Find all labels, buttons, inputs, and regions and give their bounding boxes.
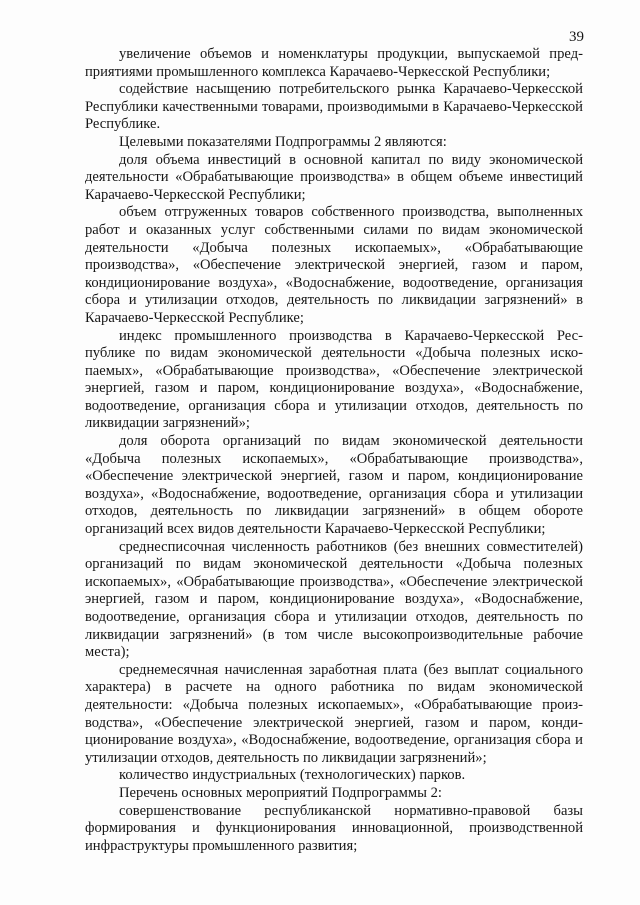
paragraph: доля объема инвестиций в основной капитал по виду экономической деятельности «Обрабатывающие производства» в общем объеме инвестиций Карачаево-Черкесской Республики;	[85, 151, 583, 203]
page-number: 39	[569, 29, 584, 45]
paragraph: увеличение объемов и номенклатуры продукции, выпускаемой предприятиями промышленного комплекса Карачаево-Черкесской Республики;	[85, 46, 583, 80]
document-body	[85, 46, 583, 855]
paragraph: содействие насыщению потребительского рынка Карачаево-Черкесской Республики качественными товарами, производимыми в Карачаево-Черкесской Республике.	[85, 81, 583, 133]
paragraph: доля оборота организаций по видам экономической деятельности «Добыча полезных ископаемых», «Обрабатывающие производства», «Обеспечение электрической энергией, газом и паром, кондиционирование воздуха», «Водоснабжение, водоотведение, организация сбора и утилизации отходов, деятельность по ликвидации загрязнений» в общем обороте организаций всех видов деятельности Карачаево-Черкесской Республики;	[85, 433, 583, 538]
paragraph: Целевыми показателями Подпрограммы 2 являются:	[119, 133, 447, 150]
paragraph: совершенствование республиканской нормативно-правовой базы формирования и функционирования инновационной, производственной инфраструктуры промышленного развития;	[85, 802, 583, 854]
paragraph: среднемесячная начисленная заработная плата (без выплат социального характера) в расчете на одного работника по видам экономической деятельности: «Добыча полезных ископаемых», «Обрабатывающие производства», «Обеспечение электрической энергией, газом и паром, кондиционирование воздуха», «Водоснабжение, водоотведение, организация сбора и утилизации отходов, деятельность по ликвидации загрязнений»;	[85, 661, 583, 766]
paragraph: объем отгруженных товаров собственного производства, выполненных работ и оказанных услуг собственными силами по видам экономической деятельности «Добыча полезных ископаемых», «Обрабатывающие производства», «Обеспечение электрической энергией, газом и паром, кондиционирование воздуха», «Водоснабжение, водоотведение, организация сбора и утилизации отходов, деятельность по ликвидации загрязнений» в Карачаево-Черкесской Республике;	[85, 204, 583, 326]
paragraph: количество индустриальных (технологических) парков.	[119, 767, 466, 784]
paragraph: среднесписочная численность работников (без внешних совместителей) организаций по видам экономической деятельности «Добыча полезных ископаемых», «Обрабатывающие производства», «Обеспечение электрической энергией, газом и паром, кондиционирование воздуха», «Водоснабжение, водоотведение, организация сбора и утилизации отходов, деятельность по ликвидации загрязнений» (в том числе высокопроизводительные рабочие места);	[85, 538, 583, 661]
paragraph: Перечень основных мероприятий Подпрограммы 2:	[119, 784, 442, 801]
paragraph: индекс промышленного производства в Карачаево-Черкесской Республике по видам экономической деятельности «Добыча полезных ископаемых», «Обрабатывающие производства», «Обеспечение электрической энергией, газом и паром, кондиционирование воздуха», «Водоснабжение, водоотведение, организация сбора и утилизации отходов, деятельность по ликвидации загрязнений»;	[85, 327, 583, 432]
